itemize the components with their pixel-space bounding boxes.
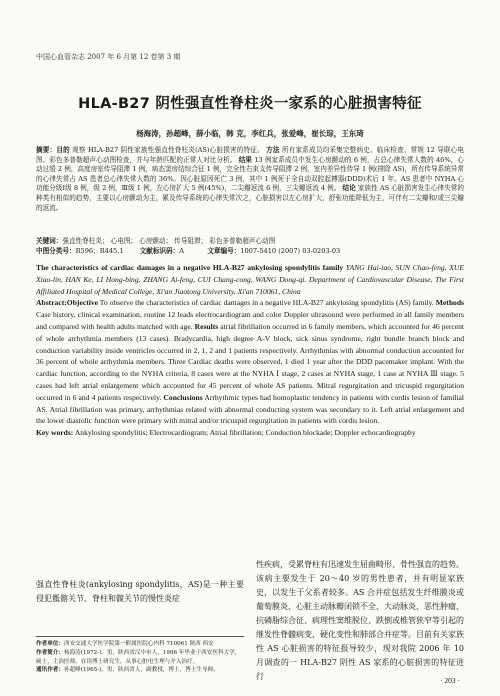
en-methods-text: Case history, clinical examination, routine 12 leads electrocardiogram and color Doppler ultrasound were performed in all family members and compared with health adults matched with age.: [36, 310, 464, 331]
en-objective-label: Objective: [66, 298, 99, 308]
conclusion-text: 家族性 AS 心脏损害发生心律失常的种类有相似的趋势，主要以心房颤动为主，累及传导系统的心律失常次之，心脏损害以左心房扩大，舒张功能降低为主，可伴有二尖瓣和/或三尖瓣的返流。: [36, 184, 464, 212]
en-objective-text: To observe the characteristics of cardiac damages in a negative HLA-B27 ankylosing spondylitis (AS) family.: [98, 298, 434, 308]
en-keywords-text: Ankylosing spondylitis; Electrocardiogram; Atrial fibrillation; Conduction blockade; Doppler echocardiography: [73, 428, 416, 438]
footnote-unit: [36, 640, 244, 649]
journal-header: 中国心血管杂志 2007 年 6 月第 12 卷第 3 期: [36, 53, 181, 61]
page-number: · 203 ·: [440, 676, 460, 685]
abstract-english: [36, 262, 464, 439]
objective-text: 观察 HLA-B27 阴性家族性强直性脊柱炎(AS)心脏损害的特征。: [69, 146, 264, 154]
english-affiliation: Department of Cardiovascular Disease, The First Affiliated Hospital of Medical College, Xi'an Jiaotong University, Xi'an 710061, China: [36, 274, 464, 296]
doc-code-label: 文献标识码：: [139, 247, 180, 255]
footnote-corr-label: 通讯作者：: [36, 667, 64, 674]
method-label: 方法: [266, 146, 280, 154]
footnote-divider: [36, 636, 244, 637]
objective-label: 目的: [56, 146, 70, 154]
en-results-text: atrial fibrillation occurred in 6 family members, which accounted for 46 percent of whole arrhythmia members (13 cases). Bradycardia, high degree A-V block, sick sinus syndrome, right bundle branch block and conduction variability inside ventricles occurred in 2, 1, 2 and 1 patients respectively. Arrhythmias with abnormal conduction accounted for 36 percent of whole arrhythmia members. Three Cardiac deaths were observed, 1 died 1 year after the DDD pacemaker implant. With the cardiac function, according to the NYHA criteria, 8 cases were at the NYHA Ⅰ stage, 2 cases at NYHA stage, 1 case at NYHA Ⅲ stage. 5 cases had left atrial enlargement which accounted for 45 percent of whole AS patients. Mitral regurgitation and tricuspid regurgitation occurred in 6 and 4 patients respectively.: [36, 321, 464, 402]
english-title: The characteristics of cardiac damages in a negative HLA-B27 ankylosing spondylitis family: [36, 263, 344, 272]
footnote-bio: [36, 649, 244, 667]
abstract-chinese: [36, 146, 464, 213]
body-left-intro: 强直性脊柱炎(ankylosing spondylitis，AS)是一种主要侵犯骶髂关节、脊柱和髋关节的慢性炎症: [36, 580, 244, 603]
footnote-bio-text: 杨海涛(1972-)，男，陕西省汉中市人，1996 年毕业于西安医科大学，硕士，主治医师。在读博士研究生，从事心脏电生理与介入治疗。: [36, 649, 241, 665]
article-title: HLA-B27 阴性强直性脊柱炎一家系的心脏损害特征: [78, 96, 422, 112]
footnote-corr-text: 孙超峰(1965-)，男，陕西省人，副教授，博士，博士生导师。: [63, 667, 219, 674]
result-text: 13 例家系成员中发生心房颤动的 6 例，占总心律失常人数的 46%，心动过缓 2 例，高度房室传导阻滞 1 例，病态窦房结综合征 1 例，完全性右束支传导阻滞 2 例，室内差异性传导 1 例(排除 AS)，所有传导系统异常的心律失常占 AS 患者总心律失常人数的 36%。因心脏原因死亡 3 例，其中 1 例死于全自动双腔起搏器(DDD)术后 1 年。AS 患者中 NYHA 心功能分级Ⅰ级 8 例，级 2 例，Ⅲ级 1 例，左心房扩大 5 例(45%)，二尖瓣返流 6 例，三尖瓣返流 4 例。: [36, 155, 464, 193]
en-keywords-label: Key words:: [36, 428, 74, 438]
en-abstract-label: Abstract:: [36, 298, 67, 308]
article-authors: 杨海涛，孙超峰，薛小临，韩 克，李红兵，张爱峰，崔长琮，王东琦: [136, 129, 364, 138]
article-number-label: 文章编号：: [207, 247, 241, 255]
en-results-label: Results: [194, 321, 219, 331]
article-number-value: 1007-5410 (2007) 03-0203-03: [240, 247, 341, 255]
footnote-unit-label: 作者单位：: [36, 641, 64, 647]
footnote-bio-label: 作者简介：: [36, 649, 64, 656]
footnotes: [36, 640, 244, 675]
footnote-correspondence: [36, 666, 244, 675]
conclusion-label: 结论: [342, 184, 356, 193]
en-methods-label: Methods: [435, 298, 465, 308]
keywords-cn: [36, 237, 464, 247]
en-conclusions-text: Arrhythmic types had homoplastic tendency in patients with cordis lesion of familial AS. Atrial fibrillation was primary, arrhythmias related with abnormal conducting system was secondary to it. Left atrial enlargement and the lower diastolic function were primary with mitral and/or tricuspid regurgitation in patients with cordis lesion.: [36, 392, 465, 426]
doc-code-value: A: [179, 247, 184, 255]
footnote-unit-text: 西安交通大学医学院第一附属医院心内科 710061 陕西 西安: [63, 641, 214, 647]
classification-row: [36, 247, 464, 257]
clc-label: 中图分类号：: [36, 247, 76, 255]
keywords-text: 强直性脊柱炎； 心电图； 心房颤动； 传导阻滞； 彩色多普勒超声心动图: [62, 237, 276, 245]
en-conclusions-label: Conclusions: [163, 392, 203, 402]
english-authors: YANG Hai-tao, SUN Chao-feng, XUE Xiao-lin, HAN Ke, LI Hong-bing, ZHANG Ai-feng, CUI Chang-cong, WANG Dong-qi.: [36, 263, 464, 284]
clc-value: R596；R445.1: [75, 247, 124, 255]
result-label: 结果: [238, 155, 253, 164]
abstract-label: 摘要：: [36, 146, 57, 154]
keywords-label: 关键词：: [36, 237, 63, 245]
body-right-column: 性疾病，受累脊柱有迅速发生屈曲畸形、骨性强直的趋势。该病主要发生于 20～40 岁的男性患者，并有明显家族史，以发生于父系者较多。AS 合并症包括发生纤维膜炎或葡萄膜炎、心脏主动脉瓣闭锁不全、大动脉炎、恶性肿瘤、抗磷脂综合征、病理性窦维脱位、跌倒或椎管狭窄等引起的继发性脊髓病变，硬化变性和肺部合并症等。目前有关家族性 AS 心脏损害的特征报导较少，现对我院 2006 年 10 月调查的一 HLA-B27 阴性 AS 家系的心脏损害的特征进行: [256, 560, 464, 681]
method-text: 所有家系成员均采集完整病史、临床检查、常规 12 导联心电图、彩色多普勒超声心动图检查，并与年龄匹配的正常人对比分析。: [36, 146, 465, 164]
